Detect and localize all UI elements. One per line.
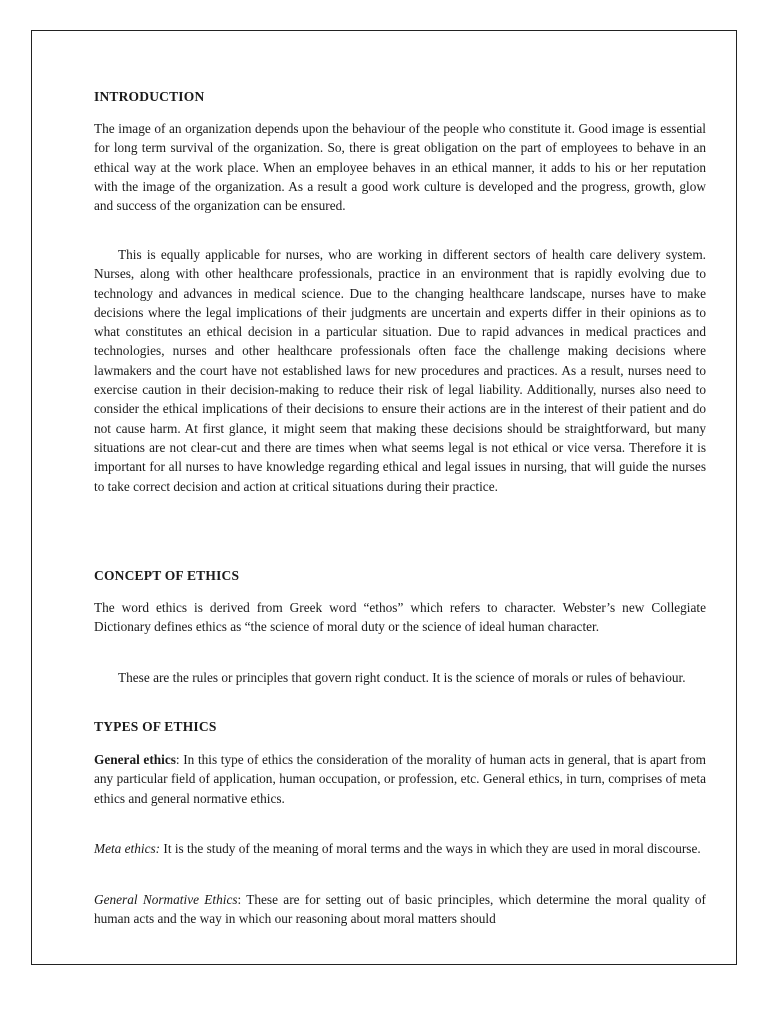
paragraph-meta-ethics bbox=[94, 839, 701, 858]
paragraph-introduction-1: The image of an organization depends upon the behaviour of the people who constitute it. Good image is essential for long term survival of the organization. So, there is great obligation on the part of employees to behave in an ethical way at the work place. When an employee behaves in an ethical manner, it adds to his or her reputation with the image of the organization. As a result a good work culture is developed and the progress, growth, glow and success of the organization can be ensured. bbox=[94, 121, 706, 214]
paragraph-general-normative-ethics bbox=[94, 890, 706, 929]
heading-concept-of-ethics: CONCEPT OF ETHICS bbox=[94, 568, 240, 583]
paragraph-concept-2: These are the rules or principles that govern right conduct. It is the science of morals or rules of behaviour. bbox=[118, 670, 686, 685]
paragraph-general-ethics bbox=[94, 750, 706, 808]
text-general-ethics: : In this type of ethics the consideration of the morality of human acts in general, that is apart from any particular field of application, human occupation, or profession, etc. General ethics, in turn, comprises of meta ethics and general normative ethics. bbox=[94, 752, 707, 806]
term-general-ethics: General ethics bbox=[94, 752, 176, 767]
heading-types-of-ethics: TYPES OF ETHICS bbox=[94, 719, 217, 734]
paragraph-introduction-2: This is equally applicable for nurses, who are working in different sectors of health care delivery system. Nurses, along with other healthcare professionals, practice in an environment that is rapidly evolving due to technology and advances in medical science. Due to the changing healthcare landscape, nurses have to make decisions where the legal implications of their judgments are uncertain and experts differ in their opinions as to what constitutes an ethical decision in a particular situation. Due to rapid advances in medical practices and technologies, nurses and other healthcare professionals often face the challenge making decisions where lawmakers and the court have not established laws for new procedures and practices. As a result, nurses need to exercise caution in their decision-making to reduce their risk of legal liability. Additionally, nurses also need to consider the ethical implications of their decisions to ensure their actions are in the interest of their patient and do not cause harm. At first glance, it might seem that making these decisions should be straightforward, but many situations are not clear-cut and there are times when what seems legal is not ethical or vice versa. Therefore it is important for all nurses to have knowledge regarding ethical and legal issues in nursing, that will guide the nurses to take correct decision and action at critical situations during their practice. bbox=[94, 247, 706, 494]
term-meta-ethics: Meta ethics: bbox=[94, 841, 161, 856]
text-general-normative-ethics: : These are for setting out of basic principles, which determine the moral quality of human acts and the way in which our reasoning about moral matters should bbox=[94, 892, 706, 927]
term-general-normative-ethics: General Normative Ethics bbox=[94, 892, 238, 907]
text-meta-ethics: It is the study of the meaning of moral terms and the ways in which they are used in moral discourse. bbox=[160, 841, 701, 856]
heading-introduction: INTRODUCTION bbox=[94, 89, 205, 104]
paragraph-concept-1: The word ethics is derived from Greek word “ethos” which refers to character. Webster’s new Collegiate Dictionary defines ethics as “the science of moral duty or the science of ideal human character. bbox=[94, 600, 706, 635]
page-frame bbox=[31, 30, 737, 965]
